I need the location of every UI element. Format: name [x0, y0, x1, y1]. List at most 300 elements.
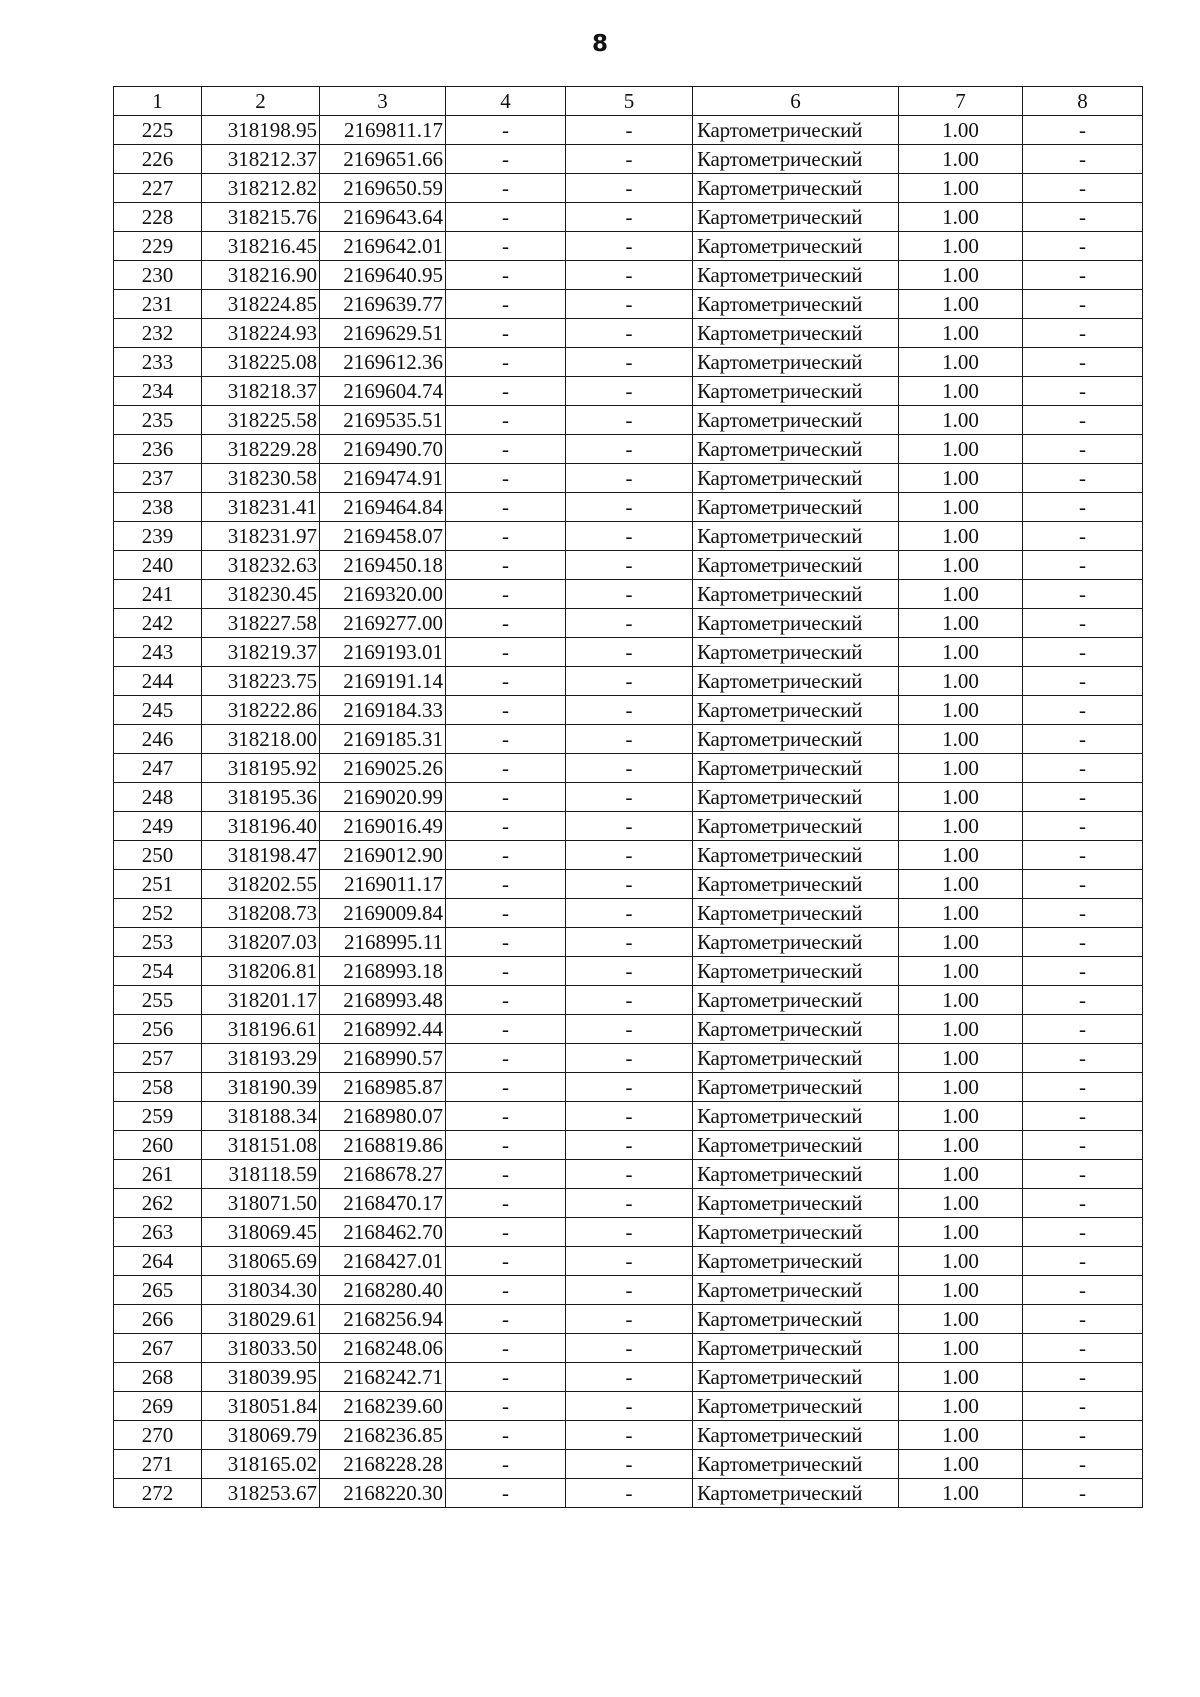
- table-row: [114, 754, 1143, 783]
- point-number-cell: 261: [114, 1160, 202, 1189]
- x-coordinate-cell: 318195.36: [202, 783, 320, 812]
- x-coordinate-cell: 318253.67: [202, 1479, 320, 1508]
- table-row: [114, 1276, 1143, 1305]
- column-5-cell: -: [566, 261, 693, 290]
- y-coordinate-cell: 2169458.07: [320, 522, 446, 551]
- accuracy-cell: 1.00: [899, 1247, 1023, 1276]
- table-row: [114, 551, 1143, 580]
- point-number-cell: 231: [114, 290, 202, 319]
- point-number-cell: 269: [114, 1392, 202, 1421]
- column-5-cell: -: [566, 1334, 693, 1363]
- column-8-cell: -: [1023, 1102, 1143, 1131]
- column-8-cell: -: [1023, 696, 1143, 725]
- column-4-cell: -: [446, 377, 566, 406]
- column-5-cell: -: [566, 1218, 693, 1247]
- y-coordinate-cell: 2168242.71: [320, 1363, 446, 1392]
- table-row: [114, 841, 1143, 870]
- y-coordinate-cell: 2169012.90: [320, 841, 446, 870]
- x-coordinate-cell: 318190.39: [202, 1073, 320, 1102]
- table-row: [114, 986, 1143, 1015]
- column-4-cell: -: [446, 580, 566, 609]
- column-5-cell: -: [566, 812, 693, 841]
- method-cell: Картометрический: [693, 1421, 899, 1450]
- y-coordinate-cell: 2169639.77: [320, 290, 446, 319]
- table-row: [114, 1131, 1143, 1160]
- accuracy-cell: 1.00: [899, 261, 1023, 290]
- column-5-cell: -: [566, 899, 693, 928]
- column-5-cell: -: [566, 609, 693, 638]
- x-coordinate-cell: 318207.03: [202, 928, 320, 957]
- table-row: [114, 261, 1143, 290]
- column-8-cell: -: [1023, 754, 1143, 783]
- column-8-cell: -: [1023, 580, 1143, 609]
- column-4-cell: -: [446, 1392, 566, 1421]
- table-row: [114, 812, 1143, 841]
- column-8-cell: -: [1023, 406, 1143, 435]
- x-coordinate-cell: 318224.93: [202, 319, 320, 348]
- x-coordinate-cell: 318202.55: [202, 870, 320, 899]
- column-8-cell: -: [1023, 812, 1143, 841]
- table-row: [114, 232, 1143, 261]
- method-cell: Картометрический: [693, 609, 899, 638]
- column-8-cell: -: [1023, 1131, 1143, 1160]
- column-5-cell: -: [566, 667, 693, 696]
- point-number-cell: 228: [114, 203, 202, 232]
- x-coordinate-cell: 318033.50: [202, 1334, 320, 1363]
- accuracy-cell: 1.00: [899, 957, 1023, 986]
- x-coordinate-cell: 318201.17: [202, 986, 320, 1015]
- x-coordinate-cell: 318225.08: [202, 348, 320, 377]
- x-coordinate-cell: 318196.61: [202, 1015, 320, 1044]
- table-row: [114, 522, 1143, 551]
- column-4-cell: -: [446, 493, 566, 522]
- x-coordinate-cell: 318198.95: [202, 116, 320, 145]
- column-4-cell: -: [446, 464, 566, 493]
- column-8-cell: -: [1023, 377, 1143, 406]
- accuracy-cell: 1.00: [899, 493, 1023, 522]
- column-8-cell: -: [1023, 609, 1143, 638]
- point-number-cell: 242: [114, 609, 202, 638]
- column-8-cell: -: [1023, 203, 1143, 232]
- accuracy-cell: 1.00: [899, 174, 1023, 203]
- column-8-cell: -: [1023, 1450, 1143, 1479]
- accuracy-cell: 1.00: [899, 899, 1023, 928]
- point-number-cell: 244: [114, 667, 202, 696]
- method-cell: Картометрический: [693, 638, 899, 667]
- column-5-cell: -: [566, 1450, 693, 1479]
- column-8-cell: -: [1023, 116, 1143, 145]
- table-row: [114, 1363, 1143, 1392]
- point-number-cell: 225: [114, 116, 202, 145]
- column-8-cell: -: [1023, 551, 1143, 580]
- accuracy-cell: 1.00: [899, 928, 1023, 957]
- point-number-cell: 259: [114, 1102, 202, 1131]
- column-5-cell: -: [566, 1073, 693, 1102]
- x-coordinate-cell: 318196.40: [202, 812, 320, 841]
- column-5-cell: -: [566, 348, 693, 377]
- table-row: [114, 667, 1143, 696]
- column-5-cell: -: [566, 1363, 693, 1392]
- table-row: [114, 174, 1143, 203]
- column-8-cell: -: [1023, 957, 1143, 986]
- method-cell: Картометрический: [693, 1073, 899, 1102]
- method-cell: Картометрический: [693, 580, 899, 609]
- accuracy-cell: 1.00: [899, 870, 1023, 899]
- column-5-cell: -: [566, 1015, 693, 1044]
- column-4-cell: -: [446, 1363, 566, 1392]
- x-coordinate-cell: 318039.95: [202, 1363, 320, 1392]
- column-4-cell: -: [446, 1247, 566, 1276]
- column-4-cell: -: [446, 841, 566, 870]
- table-row: [114, 928, 1143, 957]
- column-8-cell: -: [1023, 1334, 1143, 1363]
- table-row: [114, 783, 1143, 812]
- accuracy-cell: 1.00: [899, 377, 1023, 406]
- x-coordinate-cell: 318208.73: [202, 899, 320, 928]
- accuracy-cell: 1.00: [899, 435, 1023, 464]
- column-4-cell: -: [446, 319, 566, 348]
- x-coordinate-cell: 318216.45: [202, 232, 320, 261]
- y-coordinate-cell: 2169191.14: [320, 667, 446, 696]
- x-coordinate-cell: 318231.97: [202, 522, 320, 551]
- point-number-cell: 252: [114, 899, 202, 928]
- y-coordinate-cell: 2168992.44: [320, 1015, 446, 1044]
- column-4-cell: -: [446, 1450, 566, 1479]
- y-coordinate-cell: 2168256.94: [320, 1305, 446, 1334]
- column-4-cell: -: [446, 667, 566, 696]
- column-5-cell: -: [566, 319, 693, 348]
- column-4-cell: -: [446, 1131, 566, 1160]
- accuracy-cell: 1.00: [899, 1363, 1023, 1392]
- accuracy-cell: 1.00: [899, 1189, 1023, 1218]
- method-cell: Картометрический: [693, 319, 899, 348]
- coordinates-table: [113, 86, 1143, 1508]
- x-coordinate-cell: 318029.61: [202, 1305, 320, 1334]
- accuracy-cell: 1.00: [899, 696, 1023, 725]
- accuracy-cell: 1.00: [899, 1160, 1023, 1189]
- column-5-cell: -: [566, 145, 693, 174]
- accuracy-cell: 1.00: [899, 290, 1023, 319]
- column-8-cell: -: [1023, 1160, 1143, 1189]
- y-coordinate-cell: 2168248.06: [320, 1334, 446, 1363]
- y-coordinate-cell: 2168228.28: [320, 1450, 446, 1479]
- column-5-cell: -: [566, 870, 693, 899]
- accuracy-cell: 1.00: [899, 580, 1023, 609]
- table-row: [114, 580, 1143, 609]
- y-coordinate-cell: 2169185.31: [320, 725, 446, 754]
- method-cell: Картометрический: [693, 899, 899, 928]
- accuracy-cell: 1.00: [899, 638, 1023, 667]
- table-row: [114, 348, 1143, 377]
- x-coordinate-cell: 318151.08: [202, 1131, 320, 1160]
- table-row: [114, 116, 1143, 145]
- column-8-cell: -: [1023, 290, 1143, 319]
- column-5-cell: -: [566, 754, 693, 783]
- x-coordinate-cell: 318212.37: [202, 145, 320, 174]
- x-coordinate-cell: 318065.69: [202, 1247, 320, 1276]
- x-coordinate-cell: 318069.79: [202, 1421, 320, 1450]
- column-8-cell: -: [1023, 232, 1143, 261]
- column-4-cell: -: [446, 986, 566, 1015]
- y-coordinate-cell: 2169320.00: [320, 580, 446, 609]
- column-4-cell: -: [446, 551, 566, 580]
- table-row: [114, 1015, 1143, 1044]
- accuracy-cell: 1.00: [899, 145, 1023, 174]
- method-cell: Картометрический: [693, 783, 899, 812]
- point-number-cell: 266: [114, 1305, 202, 1334]
- y-coordinate-cell: 2169277.00: [320, 609, 446, 638]
- y-coordinate-cell: 2169009.84: [320, 899, 446, 928]
- y-coordinate-cell: 2169643.64: [320, 203, 446, 232]
- point-number-cell: 227: [114, 174, 202, 203]
- accuracy-cell: 1.00: [899, 522, 1023, 551]
- table-row: [114, 1160, 1143, 1189]
- table-row: [114, 899, 1143, 928]
- column-5-cell: -: [566, 696, 693, 725]
- point-number-cell: 260: [114, 1131, 202, 1160]
- column-4-cell: -: [446, 348, 566, 377]
- x-coordinate-cell: 318206.81: [202, 957, 320, 986]
- point-number-cell: 234: [114, 377, 202, 406]
- table-row: [114, 1392, 1143, 1421]
- table-row: [114, 493, 1143, 522]
- y-coordinate-cell: 2169450.18: [320, 551, 446, 580]
- x-coordinate-cell: 318193.29: [202, 1044, 320, 1073]
- x-coordinate-cell: 318188.34: [202, 1102, 320, 1131]
- column-8-cell: -: [1023, 1218, 1143, 1247]
- column-5-cell: -: [566, 203, 693, 232]
- table-row: [114, 290, 1143, 319]
- accuracy-cell: 1.00: [899, 1421, 1023, 1450]
- x-coordinate-cell: 318230.58: [202, 464, 320, 493]
- column-5-cell: -: [566, 1160, 693, 1189]
- column-5-cell: -: [566, 580, 693, 609]
- y-coordinate-cell: 2168995.11: [320, 928, 446, 957]
- column-4-cell: -: [446, 261, 566, 290]
- point-number-cell: 265: [114, 1276, 202, 1305]
- method-cell: Картометрический: [693, 1392, 899, 1421]
- column-5-cell: -: [566, 1276, 693, 1305]
- column-5-cell: -: [566, 232, 693, 261]
- column-4-cell: -: [446, 1160, 566, 1189]
- column-5-cell: -: [566, 783, 693, 812]
- table-row: [114, 464, 1143, 493]
- accuracy-cell: 1.00: [899, 1479, 1023, 1508]
- method-cell: Картометрический: [693, 1305, 899, 1334]
- method-cell: Картометрический: [693, 174, 899, 203]
- y-coordinate-cell: 2169642.01: [320, 232, 446, 261]
- column-4-cell: -: [446, 1421, 566, 1450]
- x-coordinate-cell: 318225.58: [202, 406, 320, 435]
- column-5-cell: -: [566, 1044, 693, 1073]
- column-4-cell: -: [446, 406, 566, 435]
- y-coordinate-cell: 2169535.51: [320, 406, 446, 435]
- y-coordinate-cell: 2169490.70: [320, 435, 446, 464]
- accuracy-cell: 1.00: [899, 1073, 1023, 1102]
- column-4-cell: -: [446, 957, 566, 986]
- point-number-cell: 256: [114, 1015, 202, 1044]
- point-number-cell: 257: [114, 1044, 202, 1073]
- column-8-cell: -: [1023, 493, 1143, 522]
- column-8-cell: -: [1023, 522, 1143, 551]
- accuracy-cell: 1.00: [899, 232, 1023, 261]
- point-number-cell: 233: [114, 348, 202, 377]
- column-5-cell: -: [566, 1189, 693, 1218]
- column-header: 2: [202, 87, 320, 116]
- method-cell: Картометрический: [693, 551, 899, 580]
- table-row: [114, 145, 1143, 174]
- table-row: [114, 1218, 1143, 1247]
- column-4-cell: -: [446, 725, 566, 754]
- accuracy-cell: 1.00: [899, 1392, 1023, 1421]
- x-coordinate-cell: 318165.02: [202, 1450, 320, 1479]
- method-cell: Картометрический: [693, 1363, 899, 1392]
- method-cell: Картометрический: [693, 435, 899, 464]
- column-4-cell: -: [446, 1102, 566, 1131]
- column-5-cell: -: [566, 1305, 693, 1334]
- table-row: [114, 1189, 1143, 1218]
- method-cell: Картометрический: [693, 493, 899, 522]
- column-8-cell: -: [1023, 1363, 1143, 1392]
- column-header: 5: [566, 87, 693, 116]
- y-coordinate-cell: 2169651.66: [320, 145, 446, 174]
- method-cell: Картометрический: [693, 203, 899, 232]
- point-number-cell: 247: [114, 754, 202, 783]
- method-cell: Картометрический: [693, 1189, 899, 1218]
- x-coordinate-cell: 318222.86: [202, 696, 320, 725]
- column-4-cell: -: [446, 1305, 566, 1334]
- column-8-cell: -: [1023, 725, 1143, 754]
- x-coordinate-cell: 318212.82: [202, 174, 320, 203]
- table-row: [114, 1334, 1143, 1363]
- method-cell: Картометрический: [693, 1450, 899, 1479]
- column-4-cell: -: [446, 145, 566, 174]
- point-number-cell: 237: [114, 464, 202, 493]
- accuracy-cell: 1.00: [899, 1218, 1023, 1247]
- y-coordinate-cell: 2169650.59: [320, 174, 446, 203]
- column-5-cell: -: [566, 638, 693, 667]
- table-row: [114, 319, 1143, 348]
- accuracy-cell: 1.00: [899, 116, 1023, 145]
- method-cell: Картометрический: [693, 1015, 899, 1044]
- column-4-cell: -: [446, 870, 566, 899]
- method-cell: Картометрический: [693, 522, 899, 551]
- y-coordinate-cell: 2168280.40: [320, 1276, 446, 1305]
- table-row: [114, 377, 1143, 406]
- method-cell: Картометрический: [693, 1160, 899, 1189]
- point-number-cell: 241: [114, 580, 202, 609]
- column-5-cell: -: [566, 1392, 693, 1421]
- column-4-cell: -: [446, 1073, 566, 1102]
- y-coordinate-cell: 2169474.91: [320, 464, 446, 493]
- column-8-cell: -: [1023, 986, 1143, 1015]
- point-number-cell: 235: [114, 406, 202, 435]
- point-number-cell: 254: [114, 957, 202, 986]
- column-header: 8: [1023, 87, 1143, 116]
- accuracy-cell: 1.00: [899, 986, 1023, 1015]
- column-8-cell: -: [1023, 667, 1143, 696]
- method-cell: Картометрический: [693, 116, 899, 145]
- method-cell: Картометрический: [693, 406, 899, 435]
- y-coordinate-cell: 2168239.60: [320, 1392, 446, 1421]
- method-cell: Картометрический: [693, 667, 899, 696]
- column-4-cell: -: [446, 1218, 566, 1247]
- point-number-cell: 258: [114, 1073, 202, 1102]
- accuracy-cell: 1.00: [899, 319, 1023, 348]
- column-8-cell: -: [1023, 870, 1143, 899]
- method-cell: Картометрический: [693, 812, 899, 841]
- accuracy-cell: 1.00: [899, 1102, 1023, 1131]
- y-coordinate-cell: 2169640.95: [320, 261, 446, 290]
- point-number-cell: 249: [114, 812, 202, 841]
- column-5-cell: -: [566, 957, 693, 986]
- column-4-cell: -: [446, 1479, 566, 1508]
- method-cell: Картометрический: [693, 377, 899, 406]
- table-row: [114, 435, 1143, 464]
- accuracy-cell: 1.00: [899, 1450, 1023, 1479]
- table-row: [114, 1073, 1143, 1102]
- column-4-cell: -: [446, 1276, 566, 1305]
- method-cell: Картометрический: [693, 1044, 899, 1073]
- x-coordinate-cell: 318229.28: [202, 435, 320, 464]
- table-row: [114, 696, 1143, 725]
- column-8-cell: -: [1023, 145, 1143, 174]
- column-5-cell: -: [566, 928, 693, 957]
- point-number-cell: 263: [114, 1218, 202, 1247]
- accuracy-cell: 1.00: [899, 1015, 1023, 1044]
- point-number-cell: 268: [114, 1363, 202, 1392]
- y-coordinate-cell: 2168993.18: [320, 957, 446, 986]
- table-row: [114, 1044, 1143, 1073]
- column-8-cell: -: [1023, 1044, 1143, 1073]
- point-number-cell: 245: [114, 696, 202, 725]
- point-number-cell: 248: [114, 783, 202, 812]
- accuracy-cell: 1.00: [899, 1044, 1023, 1073]
- table-row: [114, 725, 1143, 754]
- method-cell: Картометрический: [693, 1218, 899, 1247]
- column-4-cell: -: [446, 754, 566, 783]
- y-coordinate-cell: 2168985.87: [320, 1073, 446, 1102]
- x-coordinate-cell: 318118.59: [202, 1160, 320, 1189]
- method-cell: Картометрический: [693, 957, 899, 986]
- column-4-cell: -: [446, 638, 566, 667]
- table-header-row: [114, 87, 1143, 116]
- column-8-cell: -: [1023, 783, 1143, 812]
- column-5-cell: -: [566, 1247, 693, 1276]
- y-coordinate-cell: 2169184.33: [320, 696, 446, 725]
- column-4-cell: -: [446, 1189, 566, 1218]
- method-cell: Картометрический: [693, 870, 899, 899]
- x-coordinate-cell: 318198.47: [202, 841, 320, 870]
- point-number-cell: 226: [114, 145, 202, 174]
- column-8-cell: -: [1023, 1421, 1143, 1450]
- y-coordinate-cell: 2168980.07: [320, 1102, 446, 1131]
- table-row: [114, 1305, 1143, 1334]
- column-4-cell: -: [446, 116, 566, 145]
- column-5-cell: -: [566, 174, 693, 203]
- table-row: [114, 957, 1143, 986]
- point-number-cell: 271: [114, 1450, 202, 1479]
- x-coordinate-cell: 318195.92: [202, 754, 320, 783]
- x-coordinate-cell: 318224.85: [202, 290, 320, 319]
- column-5-cell: -: [566, 116, 693, 145]
- column-5-cell: -: [566, 290, 693, 319]
- method-cell: Картометрический: [693, 1479, 899, 1508]
- column-5-cell: -: [566, 522, 693, 551]
- y-coordinate-cell: 2169193.01: [320, 638, 446, 667]
- y-coordinate-cell: 2168470.17: [320, 1189, 446, 1218]
- y-coordinate-cell: 2168993.48: [320, 986, 446, 1015]
